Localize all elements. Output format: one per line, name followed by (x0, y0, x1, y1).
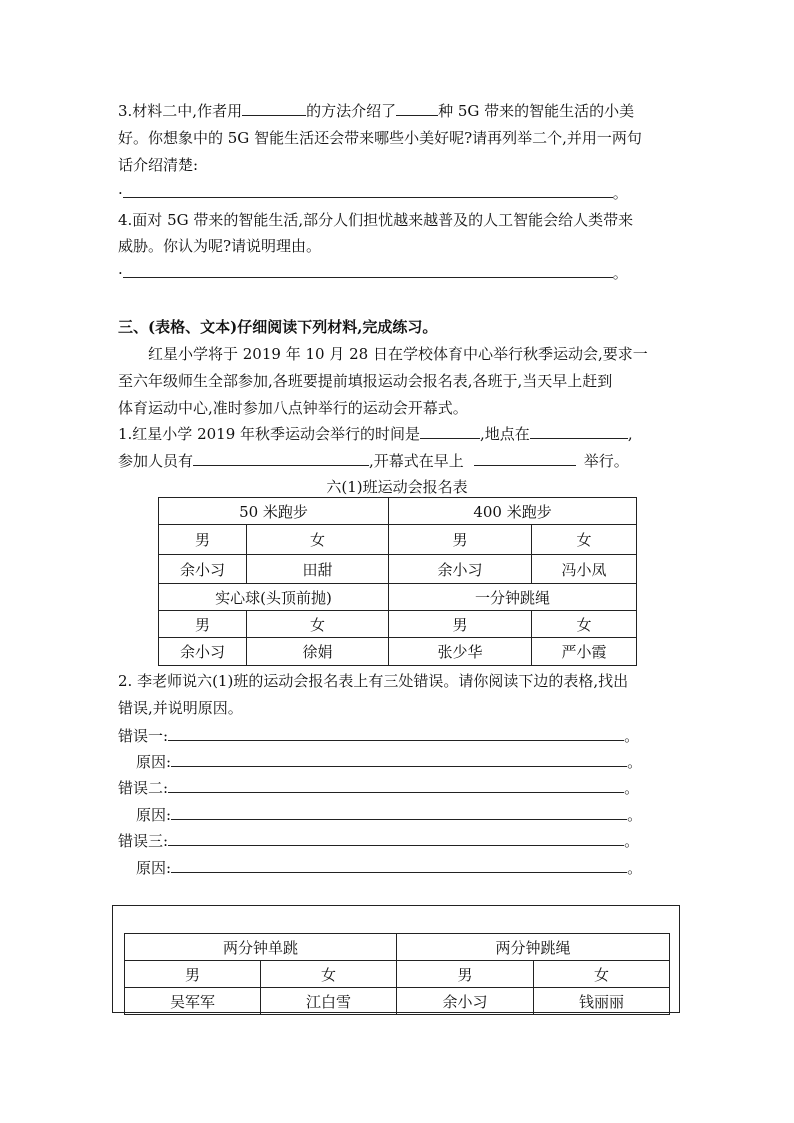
q1-text-place: ,地点在 (480, 425, 530, 443)
q1-text-time: 1.红星小学 2019 年秋季运动会举行的时间是 (118, 425, 421, 443)
error3-end: 。 (624, 832, 640, 850)
q1-text-held: 举行。 (583, 452, 629, 470)
q2-reason2-row (136, 805, 642, 825)
q1-blank-ceremony[interactable] (474, 451, 576, 466)
error1-blank[interactable] (168, 726, 624, 741)
table1-cell: 徐娟 (247, 638, 389, 666)
reason1-blank[interactable] (171, 752, 627, 767)
section3-q1-line1 (118, 424, 633, 444)
table2-cell: 余小习 (397, 988, 534, 1015)
reason3-blank[interactable] (171, 858, 627, 873)
table1-male-header: 男 (159, 525, 247, 555)
table2-female-header: 女 (534, 961, 670, 988)
q4-answer-line (118, 263, 628, 283)
second-registration-table (124, 933, 670, 1015)
reason1-end: 。 (627, 753, 643, 771)
q3-line3: 话介绍清楚: (118, 156, 199, 174)
q4-answer-blank[interactable] (123, 263, 613, 278)
q1-text-people: 参加人员有 (118, 452, 194, 470)
table1-cell: 余小习 (159, 555, 247, 584)
q3-answer-bullet: · (118, 184, 123, 202)
q3-answer-end: 。 (612, 184, 628, 202)
q3-text-c: 种 5G 带来的智能生活的小美 (438, 102, 635, 120)
error3-label: 错误三: (118, 832, 169, 850)
q3-blank-count[interactable] (396, 101, 438, 116)
table1-event-400m: 400 米跑步 (389, 498, 637, 525)
q3-answer-blank[interactable] (123, 183, 613, 198)
table1-cell: 严小霞 (532, 638, 637, 666)
q4-answer-end: 。 (612, 264, 628, 282)
table1-cell: 余小习 (159, 638, 247, 666)
error1-end: 。 (624, 727, 640, 745)
q1-blank-people[interactable] (193, 451, 369, 466)
table2-male-header: 男 (397, 961, 534, 988)
reason2-end: 。 (627, 806, 643, 824)
section3-heading: 三、(表格、文本)仔细阅读下列材料,完成练习。 (118, 318, 438, 336)
q3-text-a: 3.材料二中,作者用 (118, 102, 243, 120)
table1-female-header: 女 (247, 525, 389, 555)
table2-event-single: 两分钟单跳 (125, 934, 397, 961)
section3-para-line2: 至六年级师生全部参加,各班要提前填报运动会报名表,各班于,当天早上赶到 (118, 372, 613, 390)
q1-text-ceremony: ,开幕式在早上 (369, 452, 464, 470)
q3-line1 (118, 101, 634, 121)
registration-table (158, 497, 637, 666)
q4-answer-bullet: · (118, 264, 123, 282)
q4-line2: 威胁。你认为呢?请说明理由。 (118, 237, 322, 255)
q2-reason1-row (136, 752, 642, 772)
table1-cell: 张少华 (389, 638, 532, 666)
q4-line1: 4.面对 5G 带来的智能生活,部分人们担忧越来越普及的人工智能会给人类带来 (118, 211, 634, 229)
q2-error3-row (118, 831, 639, 851)
q3-line2: 好。你想象中的 5G 智能生活还会带来哪些小美好呢?请再列举二个,并用一两句 (118, 129, 642, 147)
section3-para-line3: 体育运动中心,准时参加八点钟举行的运动会开幕式。 (118, 399, 468, 417)
reason3-end: 。 (627, 859, 643, 877)
section3-q1-line2 (118, 451, 629, 471)
error2-blank[interactable] (168, 778, 624, 793)
table1-event-shotball: 实心球(头顶前抛) (159, 584, 389, 611)
reason2-label: 原因: (136, 806, 172, 824)
q1-blank-time[interactable] (420, 424, 480, 439)
q3-blank-method[interactable] (242, 101, 306, 116)
table1-cell: 余小习 (389, 555, 532, 584)
table1-cell: 田甜 (247, 555, 389, 584)
table1-male-header: 男 (389, 525, 532, 555)
error3-blank[interactable] (168, 831, 624, 846)
table2-event-rope: 两分钟跳绳 (397, 934, 670, 961)
q2-reason3-row (136, 858, 642, 878)
q3-answer-line (118, 183, 628, 203)
q1-text-comma: , (627, 425, 633, 443)
table1-male-header: 男 (389, 611, 532, 638)
q2-line1: 2. 李老师说六(1)班的运动会报名表上有三处错误。请你阅读下边的表格,找出 (118, 672, 629, 690)
table1-male-header: 男 (159, 611, 247, 638)
table2-female-header: 女 (261, 961, 397, 988)
error2-end: 。 (624, 779, 640, 797)
table1-caption: 六(1)班运动会报名表 (326, 478, 468, 496)
q2-line2: 错误,并说明原因。 (118, 699, 243, 717)
q2-error1-row (118, 726, 639, 746)
q3-text-b: 的方法介绍了 (306, 102, 397, 120)
table2-cell: 吴军军 (125, 988, 261, 1015)
table2-cell: 钱丽丽 (534, 988, 670, 1015)
table1-female-header: 女 (247, 611, 389, 638)
table1-cell: 冯小凤 (532, 555, 637, 584)
table2-male-header: 男 (125, 961, 261, 988)
q1-blank-place[interactable] (530, 424, 628, 439)
table1-event-rope: 一分钟跳绳 (389, 584, 637, 611)
table1-female-header: 女 (532, 611, 637, 638)
table1-female-header: 女 (532, 525, 637, 555)
table1-event-50m: 50 米跑步 (159, 498, 389, 525)
table2-cell: 江白雪 (261, 988, 397, 1015)
reason1-label: 原因: (136, 753, 172, 771)
reason3-label: 原因: (136, 859, 172, 877)
error1-label: 错误一: (118, 727, 169, 745)
q2-error2-row (118, 778, 639, 798)
error2-label: 错误二: (118, 779, 169, 797)
section3-para-line1: 红星小学将于 2019 年 10 月 28 日在学校体育中心举行秋季运动会,要求一 (148, 345, 648, 363)
reason2-blank[interactable] (171, 805, 627, 820)
